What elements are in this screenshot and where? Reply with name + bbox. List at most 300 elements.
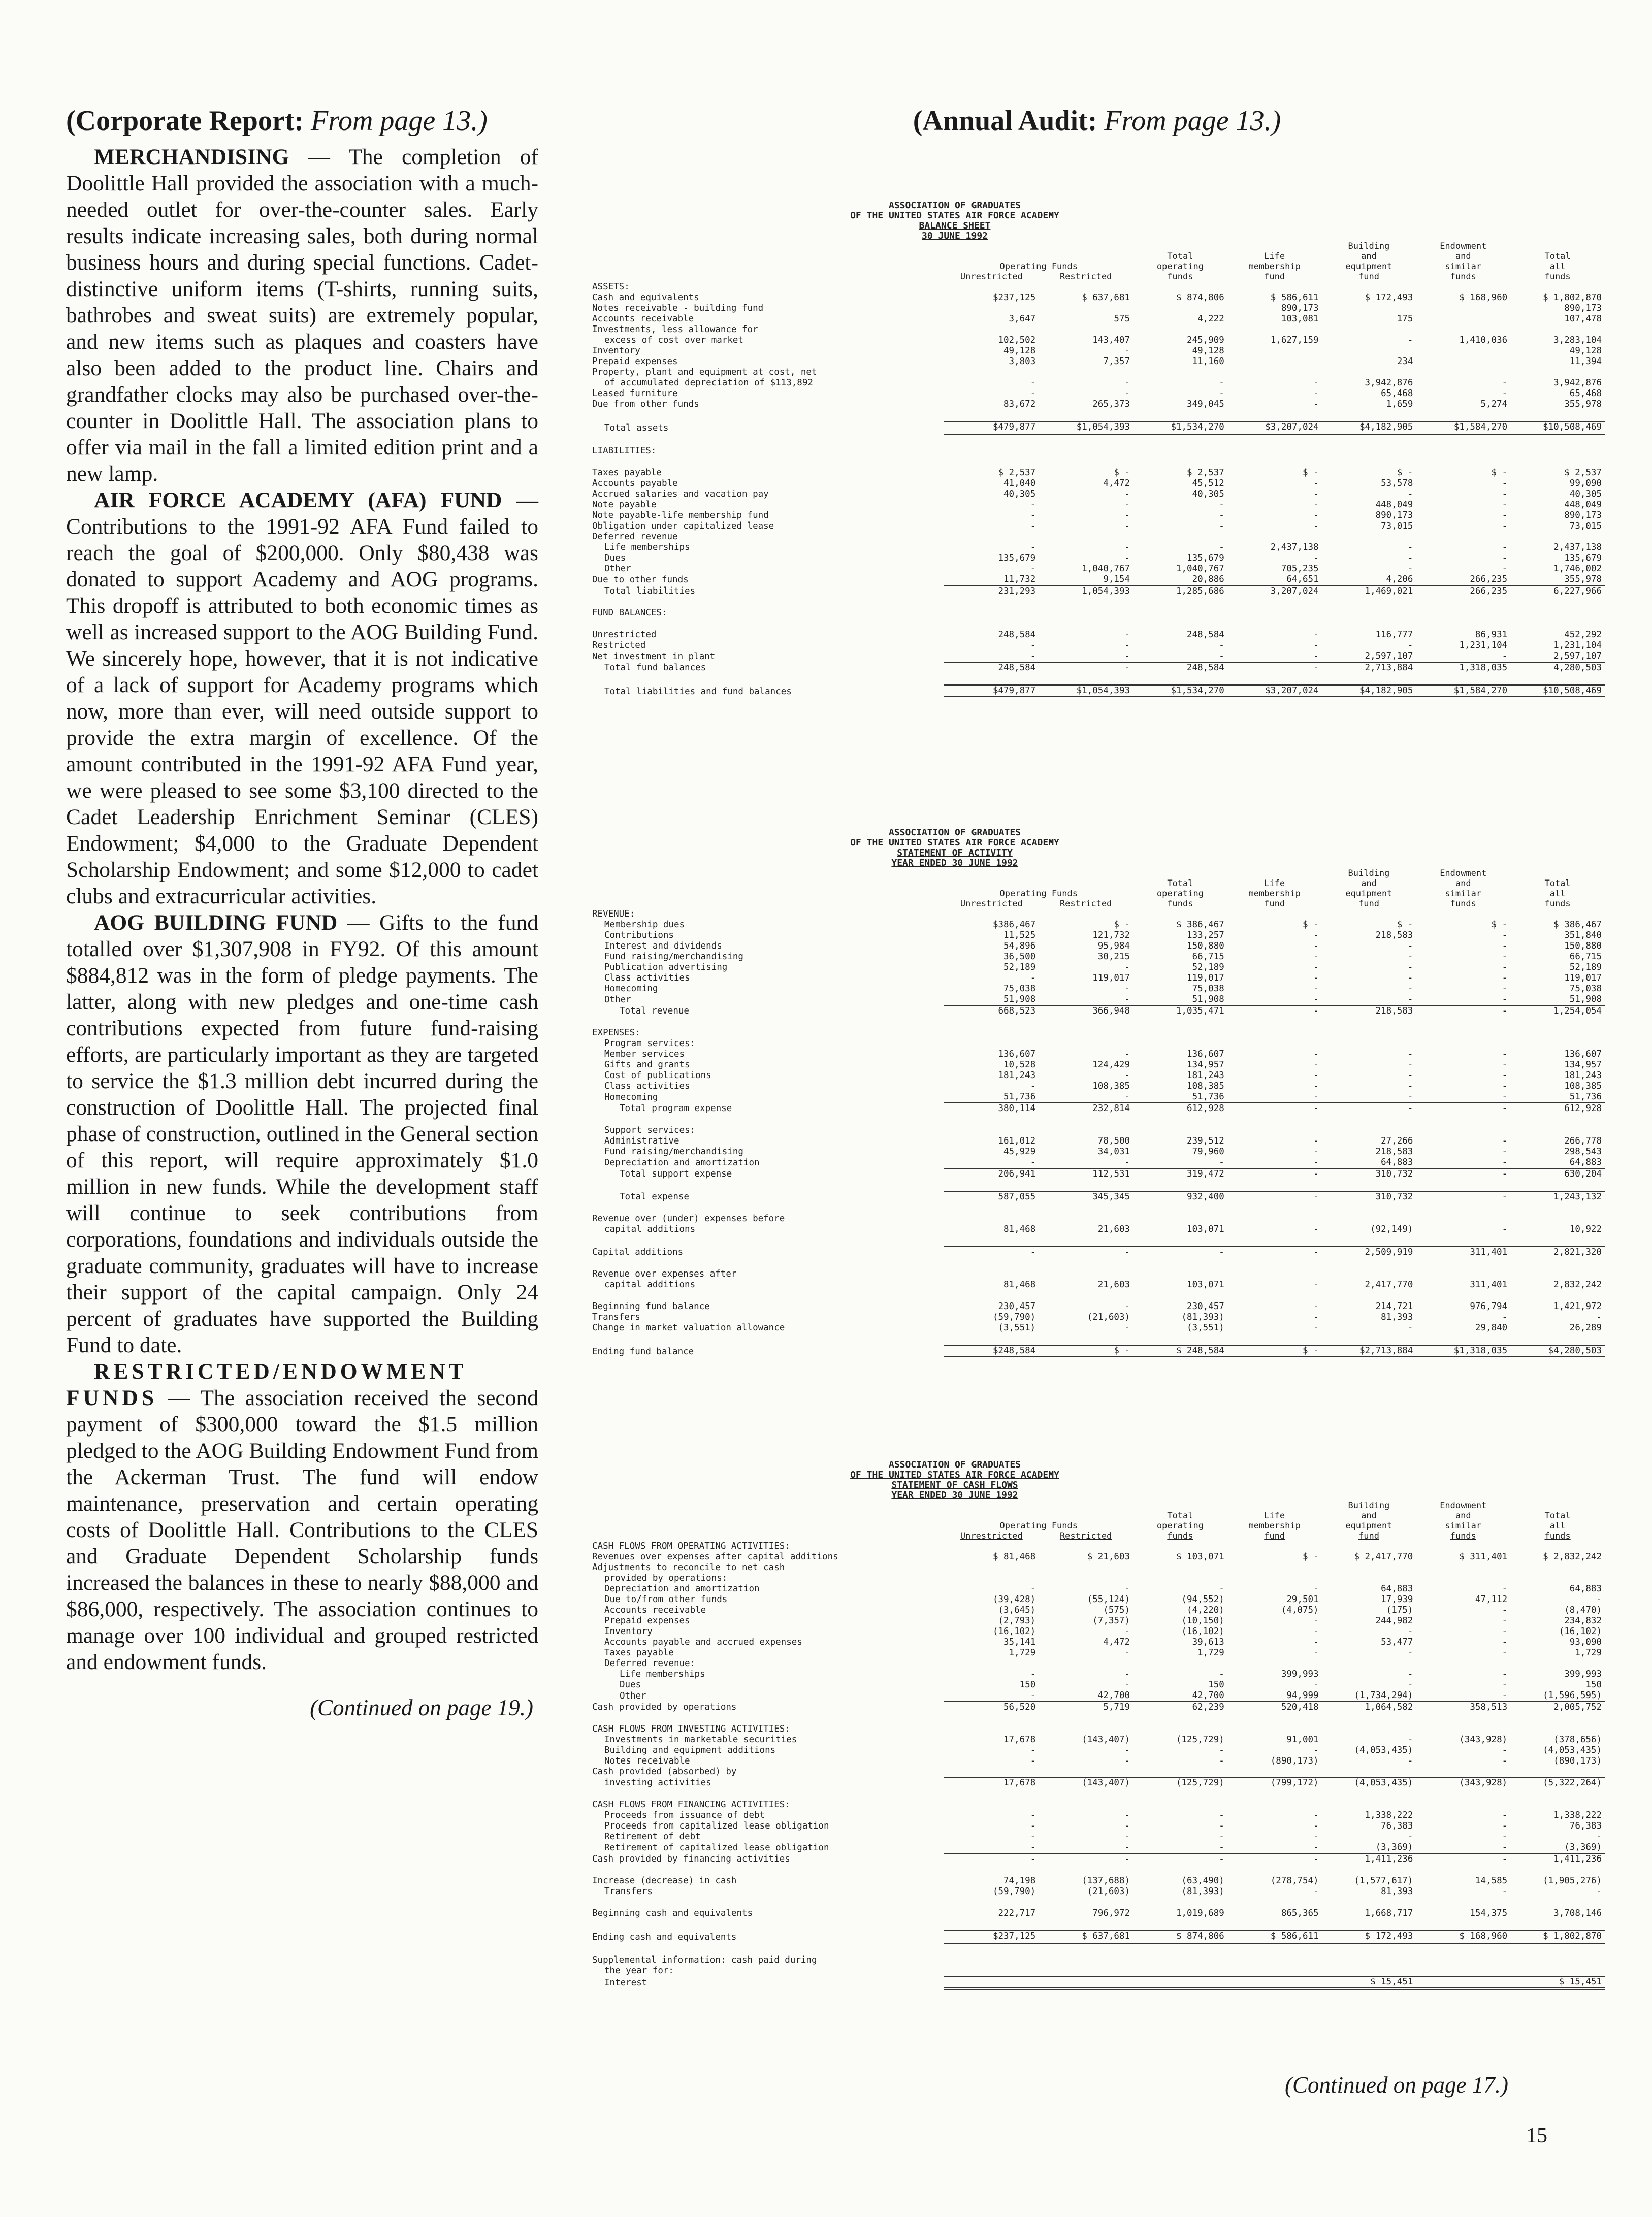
amount-cell: - xyxy=(1039,1247,1133,1258)
amount-cell: 81,468 xyxy=(1003,1280,1036,1290)
column-header-building: equipment xyxy=(1345,1521,1392,1531)
line-item-label: Note payable-life membership fund xyxy=(592,510,769,520)
line-item-label: CASH FLOWS FROM FINANCING ACTIVITIES: xyxy=(592,1800,790,1810)
amount-cell: - xyxy=(1313,1821,1319,1831)
line-item-row xyxy=(589,1269,1605,1280)
amount-cell xyxy=(1133,1235,1227,1247)
line-item-row xyxy=(589,1594,1605,1605)
report-paragraph xyxy=(66,144,538,487)
amount-cell: (8,470) xyxy=(1564,1605,1602,1615)
line-item-label: Support services: xyxy=(604,1125,696,1135)
amount-cell xyxy=(1133,618,1227,630)
amount-cell: 1,469,021 xyxy=(1322,585,1416,597)
amount-cell: - xyxy=(1030,388,1036,399)
amount-cell: 218,583 xyxy=(1322,1005,1416,1017)
line-item-label: capital additions xyxy=(604,1224,696,1234)
column-header-restricted: Restricted xyxy=(1059,1531,1112,1541)
amount-cell xyxy=(1322,1865,1416,1876)
line-item-label: the year for: xyxy=(604,1966,674,1976)
amount-cell: 53,477 xyxy=(1381,1637,1413,1647)
amount-cell xyxy=(1227,597,1322,608)
amount-cell xyxy=(1227,346,1322,356)
amount-cell: 86,931 xyxy=(1475,630,1508,640)
amount-cell: - xyxy=(1502,1810,1508,1820)
line-item-row xyxy=(589,1616,1605,1626)
amount-cell xyxy=(1133,1125,1227,1136)
amount-cell: 75,038 xyxy=(1003,984,1036,994)
amount-cell: 232,814 xyxy=(1039,1103,1133,1114)
amount-cell xyxy=(944,1919,1039,1931)
amount-cell: (81,393) xyxy=(1181,1312,1224,1322)
amount-cell: 668,523 xyxy=(944,1005,1039,1017)
column-header-total-operating: operating xyxy=(1156,1521,1204,1531)
statement-title-line: YEAR ENDED 30 JUNE 1992 xyxy=(891,858,1018,868)
amount-cell: (1,577,617) xyxy=(1354,1876,1413,1886)
amount-cell: 66,715 xyxy=(1569,952,1602,962)
amount-cell: $237,125 xyxy=(992,292,1036,303)
amount-cell: - xyxy=(1502,1626,1508,1637)
amount-cell: - xyxy=(1596,1312,1602,1322)
line-item-label: Unrestricted xyxy=(592,630,657,640)
amount-cell: 2,821,320 xyxy=(1510,1247,1605,1258)
line-item-label: Prepaid expenses xyxy=(604,1616,690,1626)
line-item-label: Taxes payable xyxy=(604,1648,674,1658)
amount-cell xyxy=(1039,1258,1133,1269)
amount-cell xyxy=(1510,1028,1605,1038)
amount-cell xyxy=(1322,1214,1416,1224)
amount-cell: 1,421,972 xyxy=(1553,1301,1602,1312)
column-header-endowment: similar xyxy=(1445,889,1482,899)
amount-cell: $ 2,417,770 xyxy=(1354,1552,1413,1562)
amount-cell xyxy=(1039,1290,1133,1301)
column-header-building: fund xyxy=(1358,1531,1379,1541)
line-item-row xyxy=(589,1777,1605,1788)
amount-cell xyxy=(944,1658,1039,1669)
amount-cell: - xyxy=(1124,510,1130,520)
amount-cell: - xyxy=(1407,1680,1413,1690)
column-header-endowment: similar xyxy=(1445,1521,1482,1531)
amount-cell: 17,678 xyxy=(1003,1735,1036,1745)
amount-cell: $ 874,806 xyxy=(1176,292,1224,303)
amount-cell: 214,721 xyxy=(1375,1301,1413,1312)
column-header-endowment: and xyxy=(1455,251,1471,262)
amount-cell: 40,305 xyxy=(1192,489,1224,499)
amount-cell: - xyxy=(1124,1669,1130,1679)
amount-cell: 75,038 xyxy=(1569,984,1602,994)
amount-cell xyxy=(1416,446,1510,457)
amount-cell: - xyxy=(1124,521,1130,531)
amount-cell: - xyxy=(1502,378,1508,388)
amount-cell xyxy=(1039,1976,1133,1988)
amount-cell xyxy=(1416,618,1510,630)
amount-cell: - xyxy=(1407,962,1413,972)
amount-cell: - xyxy=(1030,542,1036,552)
column-header-row xyxy=(589,1501,1605,1511)
amount-cell: 612,928 xyxy=(1133,1103,1227,1114)
line-item-row xyxy=(589,673,1605,685)
amount-cell: 10,922 xyxy=(1569,1224,1602,1234)
line-item-label xyxy=(589,1017,944,1028)
amount-cell xyxy=(1039,1919,1133,1931)
amount-cell xyxy=(1322,434,1416,446)
amount-cell: - xyxy=(1219,1821,1224,1831)
amount-cell: - xyxy=(1407,1626,1413,1637)
amount-cell: - xyxy=(1030,1669,1036,1679)
amount-cell xyxy=(1227,1865,1322,1876)
column-header-total-all: all xyxy=(1549,889,1566,899)
line-item-label: Total assets xyxy=(604,423,669,433)
amount-cell xyxy=(944,1028,1039,1038)
amount-cell: 1,411,236 xyxy=(1510,1853,1605,1865)
amount-cell: 65,468 xyxy=(1569,388,1602,399)
amount-cell: $1,584,270 xyxy=(1416,685,1510,697)
line-item-label xyxy=(589,1202,944,1214)
paragraph-title: AIR FORCE ACADEMY (AFA) FUND xyxy=(94,488,502,512)
line-item-row xyxy=(589,1562,1605,1573)
amount-cell xyxy=(944,1202,1039,1214)
amount-cell: 51,736 xyxy=(1192,1092,1224,1102)
amount-cell: - xyxy=(1133,1853,1227,1865)
amount-cell: (55,124) xyxy=(1087,1594,1130,1605)
amount-cell xyxy=(1227,324,1322,335)
column-header-total-all: Total xyxy=(1544,251,1571,262)
amount-cell: 3,207,024 xyxy=(1227,585,1322,597)
amount-cell: 5,274 xyxy=(1480,399,1508,409)
amount-cell: - xyxy=(1313,640,1319,650)
amount-cell: (125,729) xyxy=(1133,1777,1227,1788)
line-item-row xyxy=(589,685,1605,697)
amount-cell xyxy=(1510,1114,1605,1125)
amount-cell: (3,369) xyxy=(1564,1842,1602,1852)
amount-cell xyxy=(1322,1258,1416,1269)
amount-cell xyxy=(1133,1724,1227,1735)
amount-cell: $ 103,071 xyxy=(1176,1552,1224,1562)
amount-cell: 1,064,582 xyxy=(1322,1702,1416,1713)
line-item-label: Other xyxy=(604,995,631,1005)
amount-cell: 311,401 xyxy=(1470,1280,1508,1290)
amount-cell xyxy=(1510,1943,1605,1955)
amount-cell: 134,957 xyxy=(1187,1060,1224,1070)
amount-cell: - xyxy=(1502,1745,1508,1755)
amount-cell xyxy=(1416,597,1510,608)
amount-cell: - xyxy=(1030,1081,1036,1091)
amount-cell: (343,928) xyxy=(1416,1777,1510,1788)
amount-cell xyxy=(1039,608,1133,618)
amount-cell xyxy=(1227,282,1322,292)
amount-cell: (1,596,595) xyxy=(1543,1690,1602,1701)
amount-cell: 234 xyxy=(1397,356,1413,367)
amount-cell: (278,754) xyxy=(1270,1876,1319,1886)
column-header-endowment: and xyxy=(1455,878,1471,889)
header-spacer xyxy=(944,251,1039,262)
line-item-row xyxy=(589,1919,1605,1931)
amount-cell xyxy=(1510,608,1605,618)
line-item-label: Restricted xyxy=(592,640,646,650)
amount-cell xyxy=(1322,909,1416,920)
amount-cell: 51,908 xyxy=(1003,994,1036,1004)
line-item-row xyxy=(589,292,1605,303)
line-item-row xyxy=(589,1626,1605,1637)
amount-cell xyxy=(1133,1658,1227,1669)
line-item-row xyxy=(589,618,1605,630)
amount-cell: - xyxy=(1313,388,1319,399)
amount-cell: (137,688) xyxy=(1082,1876,1130,1886)
section-header-row xyxy=(589,1028,1605,1038)
amount-cell xyxy=(944,1541,1039,1552)
column-header-unrestricted: Unrestricted xyxy=(960,1531,1023,1541)
line-item-row xyxy=(589,324,1605,335)
amount-cell xyxy=(1133,1202,1227,1214)
amount-cell xyxy=(1322,1943,1416,1955)
amount-cell xyxy=(1227,1114,1322,1125)
line-item-label: Accrued salaries and vacation pay xyxy=(592,489,769,499)
amount-cell: - xyxy=(1502,1616,1508,1626)
line-item-label: Interest xyxy=(604,1978,647,1988)
amount-cell: 206,941 xyxy=(944,1168,1039,1180)
amount-cell: 1,659 xyxy=(1386,399,1413,409)
amount-cell: - xyxy=(1407,1669,1413,1679)
line-item-label: Fund raising/merchandising xyxy=(604,952,743,962)
line-item-row xyxy=(589,640,1605,651)
line-item-row xyxy=(589,532,1605,542)
line-item-label xyxy=(589,410,944,421)
amount-cell: 248,584 xyxy=(1187,630,1224,640)
amount-cell: 150,880 xyxy=(1187,941,1224,951)
amount-cell: (175) xyxy=(1386,1605,1413,1615)
amount-cell: 1,729 xyxy=(1009,1648,1036,1658)
amount-cell xyxy=(1416,1573,1510,1584)
amount-cell: $ - xyxy=(1039,1345,1133,1357)
amount-cell: 20,886 xyxy=(1192,574,1224,584)
amount-cell: - xyxy=(1313,930,1319,940)
line-item-row xyxy=(589,920,1605,930)
amount-cell xyxy=(1133,1333,1227,1345)
amount-cell: - xyxy=(1502,1680,1508,1690)
line-item-row xyxy=(589,1756,1605,1767)
statement-title-line: OF THE UNITED STATES AIR FORCE ACADEMY xyxy=(850,837,1059,848)
amount-cell: 452,292 xyxy=(1564,630,1602,640)
amount-cell: - xyxy=(1219,378,1224,388)
line-item-label: Taxes payable xyxy=(592,468,662,478)
amount-cell xyxy=(1510,367,1605,378)
amount-cell xyxy=(1510,1562,1605,1573)
amount-cell: (575) xyxy=(1103,1605,1130,1615)
line-item-label: Notes receivable - building fund xyxy=(592,303,764,313)
amount-cell: 51,736 xyxy=(1003,1092,1036,1102)
line-item-label: Revenue over (under) expenses before xyxy=(592,1214,785,1224)
line-item-row xyxy=(589,468,1605,478)
amount-cell: $4,280,503 xyxy=(1510,1345,1605,1357)
amount-cell: - xyxy=(1124,640,1130,650)
amount-cell xyxy=(944,1235,1039,1247)
amount-cell xyxy=(1416,1028,1510,1038)
amount-cell: 9,154 xyxy=(1103,574,1130,584)
line-item-label: Total revenue xyxy=(620,1006,689,1016)
amount-cell: - xyxy=(1502,1584,1508,1594)
amount-cell: - xyxy=(1313,1626,1319,1637)
amount-cell: 399,993 xyxy=(1281,1669,1319,1679)
amount-cell: - xyxy=(1407,994,1413,1004)
amount-cell: 4,222 xyxy=(1197,314,1224,324)
amount-cell xyxy=(1510,597,1605,608)
amount-cell: 890,173 xyxy=(1564,303,1602,313)
statement-title-line: ASSOCIATION OF GRADUATES xyxy=(888,827,1021,838)
amount-cell: - xyxy=(1313,1092,1319,1102)
column-header-life: Life xyxy=(1264,251,1285,262)
line-item-row xyxy=(589,1605,1605,1616)
amount-cell: - xyxy=(1219,542,1224,552)
amount-cell xyxy=(1133,1955,1227,1966)
amount-cell: - xyxy=(1039,662,1133,673)
amount-cell xyxy=(1510,1767,1605,1777)
amount-cell: - xyxy=(1030,651,1036,661)
amount-cell: (2,793) xyxy=(998,1616,1036,1626)
amount-cell: - xyxy=(1502,564,1508,574)
amount-cell xyxy=(1133,1180,1227,1191)
line-item-row xyxy=(589,1955,1605,1966)
amount-cell: 2,417,770 xyxy=(1365,1280,1413,1290)
column-header-row xyxy=(589,251,1605,262)
column-header-life xyxy=(1227,241,1322,251)
line-item-label: Ending cash and equivalents xyxy=(592,1932,737,1942)
amount-cell xyxy=(1322,1724,1416,1735)
line-item-row xyxy=(589,1224,1605,1235)
line-item-label: Note payable xyxy=(592,500,657,510)
amount-cell: $1,054,393 xyxy=(1039,421,1133,434)
header-spacer xyxy=(1039,251,1133,262)
amount-cell: 298,543 xyxy=(1564,1147,1602,1157)
header-spacer xyxy=(589,868,944,878)
amount-cell: 21,603 xyxy=(1097,1280,1130,1290)
amount-cell: - xyxy=(1039,1853,1133,1865)
amount-cell: $ - xyxy=(1397,920,1413,930)
amount-cell: 890,173 xyxy=(1281,303,1319,313)
amount-cell: 1,668,717 xyxy=(1365,1908,1413,1918)
column-header-building: Building xyxy=(1348,241,1390,251)
amount-cell xyxy=(1039,673,1133,685)
column-header-total-operating: operating xyxy=(1156,262,1204,272)
statement-title-line: ASSOCIATION OF GRADUATES xyxy=(888,200,1021,211)
column-header-total-all: all xyxy=(1549,262,1566,272)
amount-cell xyxy=(1227,1767,1322,1777)
amount-cell: (125,729) xyxy=(1176,1735,1224,1745)
amount-cell: 5,719 xyxy=(1039,1702,1133,1713)
amount-cell: $2,713,884 xyxy=(1322,1345,1416,1357)
amount-cell xyxy=(1133,1919,1227,1931)
line-item-row xyxy=(589,1280,1605,1290)
amount-cell: 1,254,054 xyxy=(1510,1005,1605,1017)
amount-cell xyxy=(1416,1713,1510,1724)
line-item-label: Depreciation and amortization xyxy=(604,1584,760,1594)
amount-cell xyxy=(1322,367,1416,378)
amount-cell: 11,394 xyxy=(1569,356,1602,367)
amount-cell: 366,948 xyxy=(1039,1005,1133,1017)
amount-cell: 345,345 xyxy=(1039,1191,1133,1202)
line-item-row xyxy=(589,1788,1605,1800)
amount-cell: - xyxy=(1407,1323,1413,1333)
amount-cell: - xyxy=(1124,1070,1130,1081)
amount-cell xyxy=(1322,1800,1416,1810)
amount-cell: 2,597,107 xyxy=(1553,651,1602,661)
amount-cell: 520,418 xyxy=(1227,1702,1322,1713)
amount-cell xyxy=(1039,1724,1133,1735)
paragraph-body: — The completion of Doolittle Hall provided the association with a much-needed outlet for over-the-counter sales. Early results indicate increasing sales, both during normal business hours and during special functions. Cadet-distinctive uniform items (T-shirts, running suits, bathrobes and sweat suits) are extremely popular, and new items such as plaques and coasters have also been added to the product line. Chairs and grandfather clocks may also be purchased over-the-counter in Doolittle Hall. The association plans to offer via mail in the fall a limited edition print and a new lamp. xyxy=(66,145,538,486)
amount-cell xyxy=(1039,367,1133,378)
line-item-label: Deferred revenue: xyxy=(604,1658,696,1669)
amount-cell: 83,672 xyxy=(1003,399,1036,409)
section-header-row xyxy=(589,608,1605,618)
amount-cell: - xyxy=(1407,335,1413,345)
amount-cell: - xyxy=(1124,1157,1130,1167)
amount-cell xyxy=(1416,909,1510,920)
amount-cell: - xyxy=(1502,1886,1508,1897)
amount-cell: - xyxy=(1313,952,1319,962)
line-item-label: Publication advertising xyxy=(604,962,728,972)
amount-cell: 81,468 xyxy=(1003,1224,1036,1234)
amount-cell: $ 2,537 xyxy=(1187,468,1224,478)
amount-cell: 56,520 xyxy=(944,1702,1039,1713)
amount-cell xyxy=(1227,1258,1322,1269)
amount-cell xyxy=(1416,434,1510,446)
line-item-row xyxy=(589,662,1605,673)
amount-cell xyxy=(1133,410,1227,421)
header-spacer xyxy=(589,241,944,251)
line-item-row xyxy=(589,1908,1605,1919)
column-header-endowment: funds xyxy=(1450,272,1476,282)
amount-cell xyxy=(1322,324,1416,335)
amount-cell: 107,478 xyxy=(1564,314,1602,324)
amount-cell xyxy=(944,909,1039,920)
column-header-total-operating xyxy=(1133,868,1227,878)
header-spacer xyxy=(1039,241,1133,251)
amount-cell xyxy=(1416,1038,1510,1049)
line-item-row xyxy=(589,346,1605,356)
amount-cell: - xyxy=(1502,478,1508,488)
amount-cell: 230,457 xyxy=(1187,1301,1224,1312)
amount-cell: - xyxy=(1313,1136,1319,1146)
amount-cell: - xyxy=(1407,1070,1413,1081)
line-item-row xyxy=(589,1552,1605,1562)
amount-cell: - xyxy=(1313,1147,1319,1157)
amount-cell xyxy=(1039,446,1133,457)
amount-cell: 351,840 xyxy=(1564,930,1602,940)
line-item-label: Member services xyxy=(604,1049,685,1059)
amount-cell: - xyxy=(1124,553,1130,563)
amount-cell: $1,054,393 xyxy=(1039,685,1133,697)
amount-cell: 133,257 xyxy=(1187,930,1224,940)
column-header-life xyxy=(1227,1501,1322,1511)
header-spacer xyxy=(589,899,944,909)
amount-cell: (16,102) xyxy=(992,1626,1036,1637)
amount-cell: 17,678 xyxy=(944,1777,1039,1788)
line-item-label: Due to/from other funds xyxy=(604,1594,728,1605)
amount-cell xyxy=(1227,1125,1322,1136)
amount-cell: 1,040,767 xyxy=(1082,564,1130,574)
annual-audit-heading: (Annual Audit: From page 13.) xyxy=(913,105,1281,137)
amount-cell: - xyxy=(1030,500,1036,510)
amount-cell: $ 172,493 xyxy=(1365,292,1413,303)
amount-cell xyxy=(1133,608,1227,618)
amount-cell xyxy=(1510,457,1605,468)
amount-cell xyxy=(1039,457,1133,468)
amount-cell: 311,401 xyxy=(1416,1247,1510,1258)
amount-cell xyxy=(1133,1800,1227,1810)
amount-cell xyxy=(1416,1214,1510,1224)
amount-cell: 81,393 xyxy=(1381,1886,1413,1897)
amount-cell: 181,243 xyxy=(1564,1070,1602,1081)
amount-cell: 2,509,919 xyxy=(1322,1247,1416,1258)
amount-cell: - xyxy=(1313,500,1319,510)
